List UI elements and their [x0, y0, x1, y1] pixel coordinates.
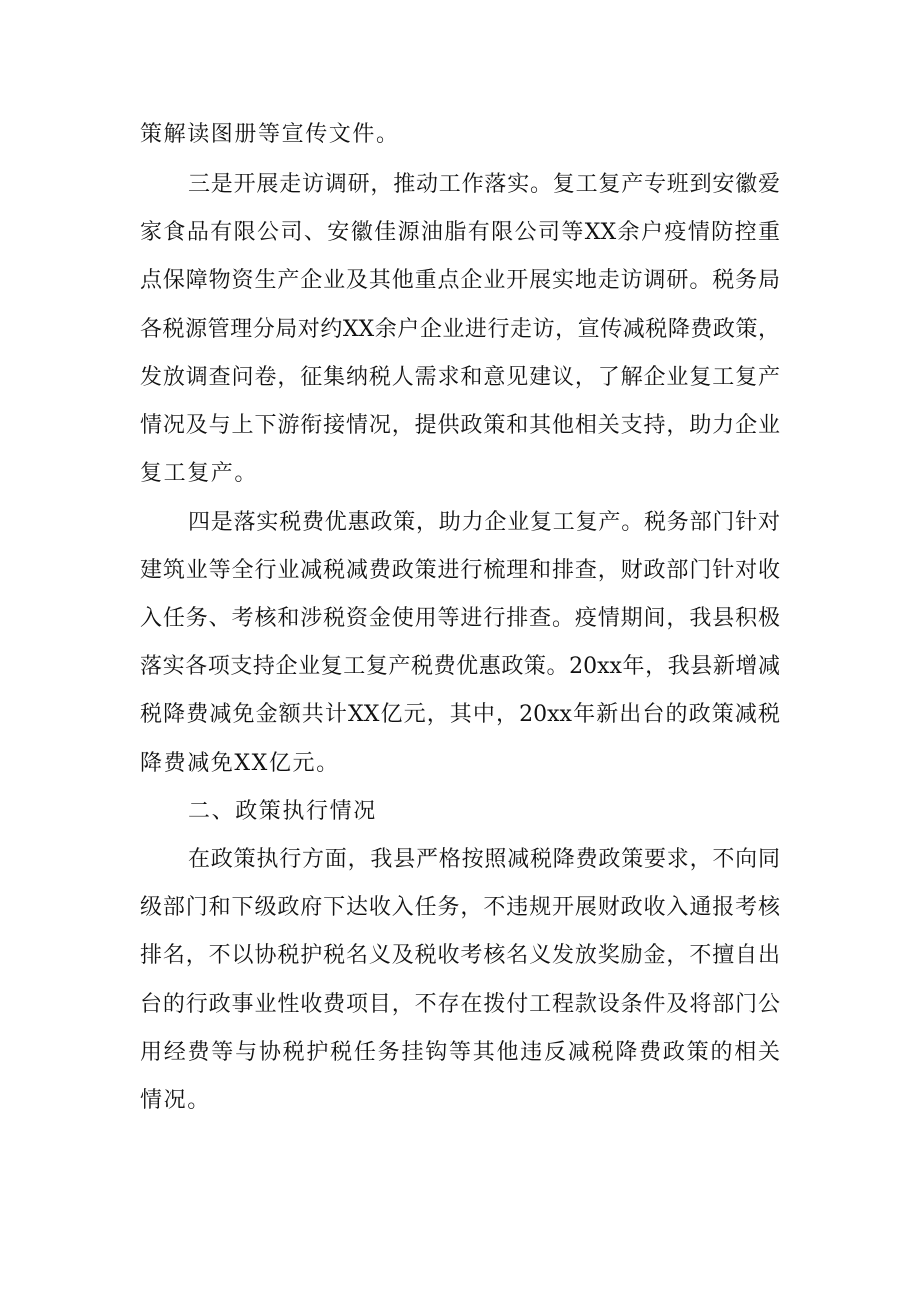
paragraph-line: 三是开展走访调研，推动工作落实。复工复产专班到安徽爱: [188, 172, 780, 197]
paragraph-line: 发放调查问卷，征集纳税人需求和意见建议，了解企业复工复产: [140, 365, 780, 390]
paragraph-line: 降费减免XX亿元。: [140, 751, 340, 776]
paragraph-line: 级部门和下级政府下达收入任务，不违规开展财政收入通报考核: [140, 895, 780, 920]
paragraph-line: 四是落实税费优惠政策，助力企业复工复产。税务部门针对: [188, 510, 780, 535]
paragraph-line: 入任务、考核和涉税资金使用等进行排查。疫情期间，我县积极: [140, 606, 780, 631]
paragraph-line: 策解读图册等宣传文件。: [140, 122, 400, 147]
paragraph-line: 家食品有限公司、安徽佳源油脂有限公司等XX余户疫情防控重: [140, 220, 780, 245]
paragraph-line: 落实各项支持企业复工复产税费优惠政策。20xx年，我县新增减: [140, 654, 780, 679]
paragraph-line: 在政策执行方面，我县严格按照减税降费政策要求，不向同: [188, 847, 780, 872]
paragraph-line: 情况及与上下游衔接情况，提供政策和其他相关支持，助力企业: [140, 413, 780, 438]
paragraph-line: 点保障物资生产企业及其他重点企业开展实地走访调研。税务局: [140, 268, 780, 293]
section-heading: 二、政策执行情况: [188, 799, 377, 824]
paragraph-line: 各税源管理分局对约XX余户企业进行走访，宣传减税降费政策，: [140, 317, 780, 342]
paragraph-line: 用经费等与协税护税任务挂钩等其他违反减税降费政策的相关: [140, 1040, 780, 1065]
paragraph-line: 台的行政事业性收费项目，不存在拨付工程款设条件及将部门公: [140, 992, 780, 1017]
paragraph-line: 排名，不以协税护税名义及税收考核名义发放奖励金，不擅自出: [140, 943, 780, 968]
paragraph-line: 税降费减免金额共计XX亿元，其中，20xx年新出台的政策减税: [140, 702, 780, 727]
paragraph-line: 复工复产。: [140, 461, 259, 486]
paragraph-line: 建筑业等全行业减税减费政策进行梳理和排查，财政部门针对收: [140, 558, 780, 583]
paragraph-line: 情况。: [140, 1088, 211, 1113]
